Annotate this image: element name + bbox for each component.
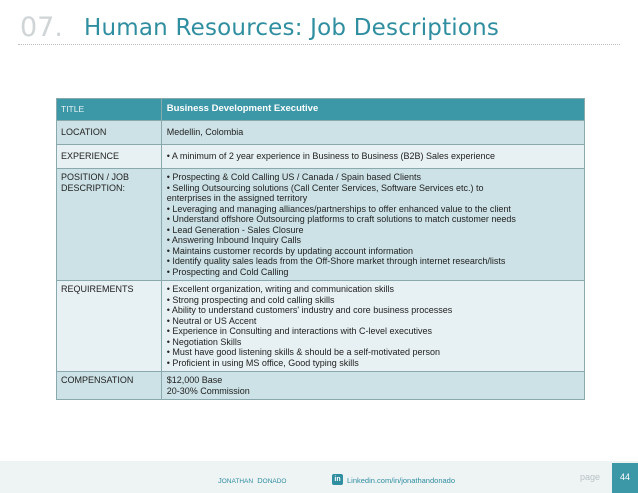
compensation-value [161, 372, 584, 400]
experience-label: EXPERIENCE [57, 145, 162, 169]
requirement-item: • Excellent organization, writing and communication skills [166, 284, 394, 294]
position-item: enterprises in the assigned territory [166, 193, 308, 203]
page-label: page [580, 472, 601, 482]
position-item: • Selling Outsourcing solutions (Call Center Services, Software Services etc.) to [166, 182, 484, 193]
position-label-line: DESCRIPTION: [61, 182, 126, 193]
requirement-item: • Ability to understand customers' industry and core business processes [166, 305, 453, 315]
position-item: • Lead Generation - Sales Closure [166, 224, 304, 235]
job-description-table [56, 98, 585, 400]
author-first-initial: J [218, 476, 222, 485]
position-item: • Prospecting and Cold Calling [166, 266, 289, 277]
table-row-experience [57, 145, 585, 169]
header-divider [18, 44, 620, 45]
title-value: Business Development Executive [161, 99, 584, 121]
linkedin-link[interactable]: Linkedin.com/in/jonathandonado [347, 476, 455, 485]
linkedin-icon: in [332, 474, 343, 485]
requirement-item: • Negotiation Skills [166, 336, 242, 347]
location-label: LOCATION [57, 121, 162, 145]
table-row-location [57, 121, 585, 145]
requirements-value [161, 281, 584, 372]
table-row-compensation [57, 372, 585, 400]
requirement-item: • Experience in Consulting and interactions with C-level executives [166, 326, 433, 336]
page-number: 44 [612, 463, 638, 493]
author-first-rest: ONATHAN [221, 478, 254, 485]
author-last-initial: D [257, 476, 263, 485]
requirement-item: • Strong prospecting and cold calling skills [166, 294, 335, 305]
position-item: • Answering Inbound Inquiry Calls [166, 235, 301, 245]
position-item: • Maintains customer records by updating account information [166, 245, 413, 256]
title-label: TITLE [57, 99, 162, 121]
position-item: • Prospecting & Cold Calling US / Canada / Spain based Clients [166, 172, 422, 182]
author-last-rest: ONADO [262, 478, 287, 485]
section-number: 07. [20, 12, 63, 43]
table-row-position [57, 169, 585, 281]
requirements-label: REQUIREMENTS [57, 281, 162, 372]
position-label-line: POSITION / JOB [61, 172, 130, 182]
slide-header [0, 0, 638, 62]
position-item: • Leveraging and managing alliances/partnerships to offer enhanced value to the client [166, 203, 511, 214]
table-row-requirements [57, 281, 585, 372]
requirement-item: • Must have good listening skills & should be a self-motivated person [166, 347, 441, 357]
position-label [57, 169, 162, 281]
table-row-title [57, 99, 585, 121]
position-item: • Identify quality sales leads from the Off-Shore market through internet research/lists [166, 256, 506, 266]
position-value [161, 169, 584, 281]
requirement-item: • Proficient in using MS office, Good typing skills [166, 357, 359, 368]
location-value: Medellin, Colombia [161, 121, 584, 145]
author-name [218, 476, 287, 485]
footer-bar [0, 461, 638, 493]
experience-value: • A minimum of 2 year experience in Business to Business (B2B) Sales experience [161, 145, 584, 169]
compensation-label: COMPENSATION [57, 372, 162, 400]
requirement-item: • Neutral or US Accent [166, 315, 257, 326]
position-item: • Understand offshore Outsourcing platforms to craft solutions to match customer needs [166, 214, 516, 224]
page-title: Human Resources: Job Descriptions [84, 15, 500, 41]
compensation-item: 20-30% Commission [166, 385, 250, 396]
compensation-item: $12,000 Base [166, 375, 223, 385]
